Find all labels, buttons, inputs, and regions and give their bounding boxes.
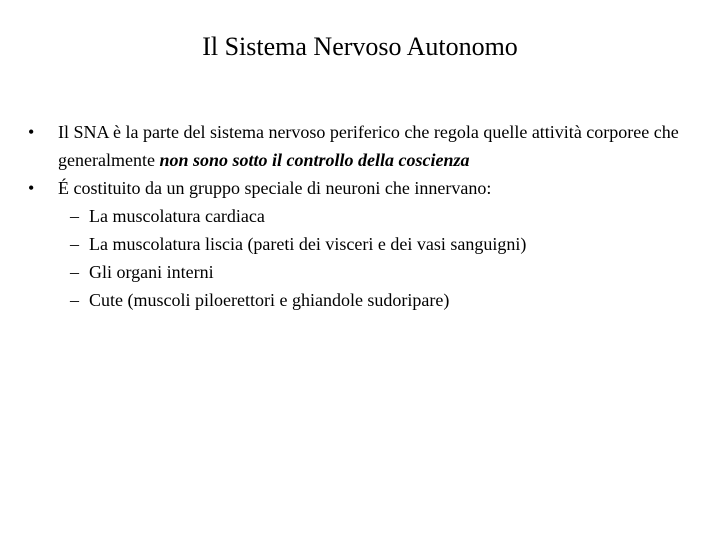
dash-marker: – [70, 262, 79, 282]
bullet-marker: • [28, 178, 35, 198]
slide-title: Il Sistema Nervoso Autonomo [202, 32, 518, 61]
dash-marker: – [70, 234, 79, 254]
sub-item [28, 286, 698, 314]
sub-item [28, 230, 698, 258]
dash-marker: – [70, 290, 79, 310]
slide-content [28, 118, 698, 314]
sub-item-text: Gli organi interni [89, 262, 214, 282]
sub-item [28, 258, 698, 286]
sub-item-text: Cute (muscoli piloerettori e ghiandole sudoripare) [89, 290, 450, 310]
bullet-marker: • [28, 122, 35, 142]
bullet-emphasis: non sono sotto il controllo della coscienza [159, 150, 470, 170]
bullet-text: Il SNA è la parte del sistema nervoso periferico che regola quelle attività corporee che generalmente [58, 122, 679, 170]
sub-item-text: La muscolatura liscia (pareti dei visceri e dei vasi sanguigni) [89, 234, 527, 254]
bullet-item [28, 174, 698, 202]
sub-item [28, 202, 698, 230]
bullet-text: É costituito da un gruppo speciale di neuroni che innervano: [58, 178, 492, 198]
dash-marker: – [70, 206, 79, 226]
sub-item-text: La muscolatura cardiaca [89, 206, 265, 226]
bullet-item [28, 118, 698, 174]
